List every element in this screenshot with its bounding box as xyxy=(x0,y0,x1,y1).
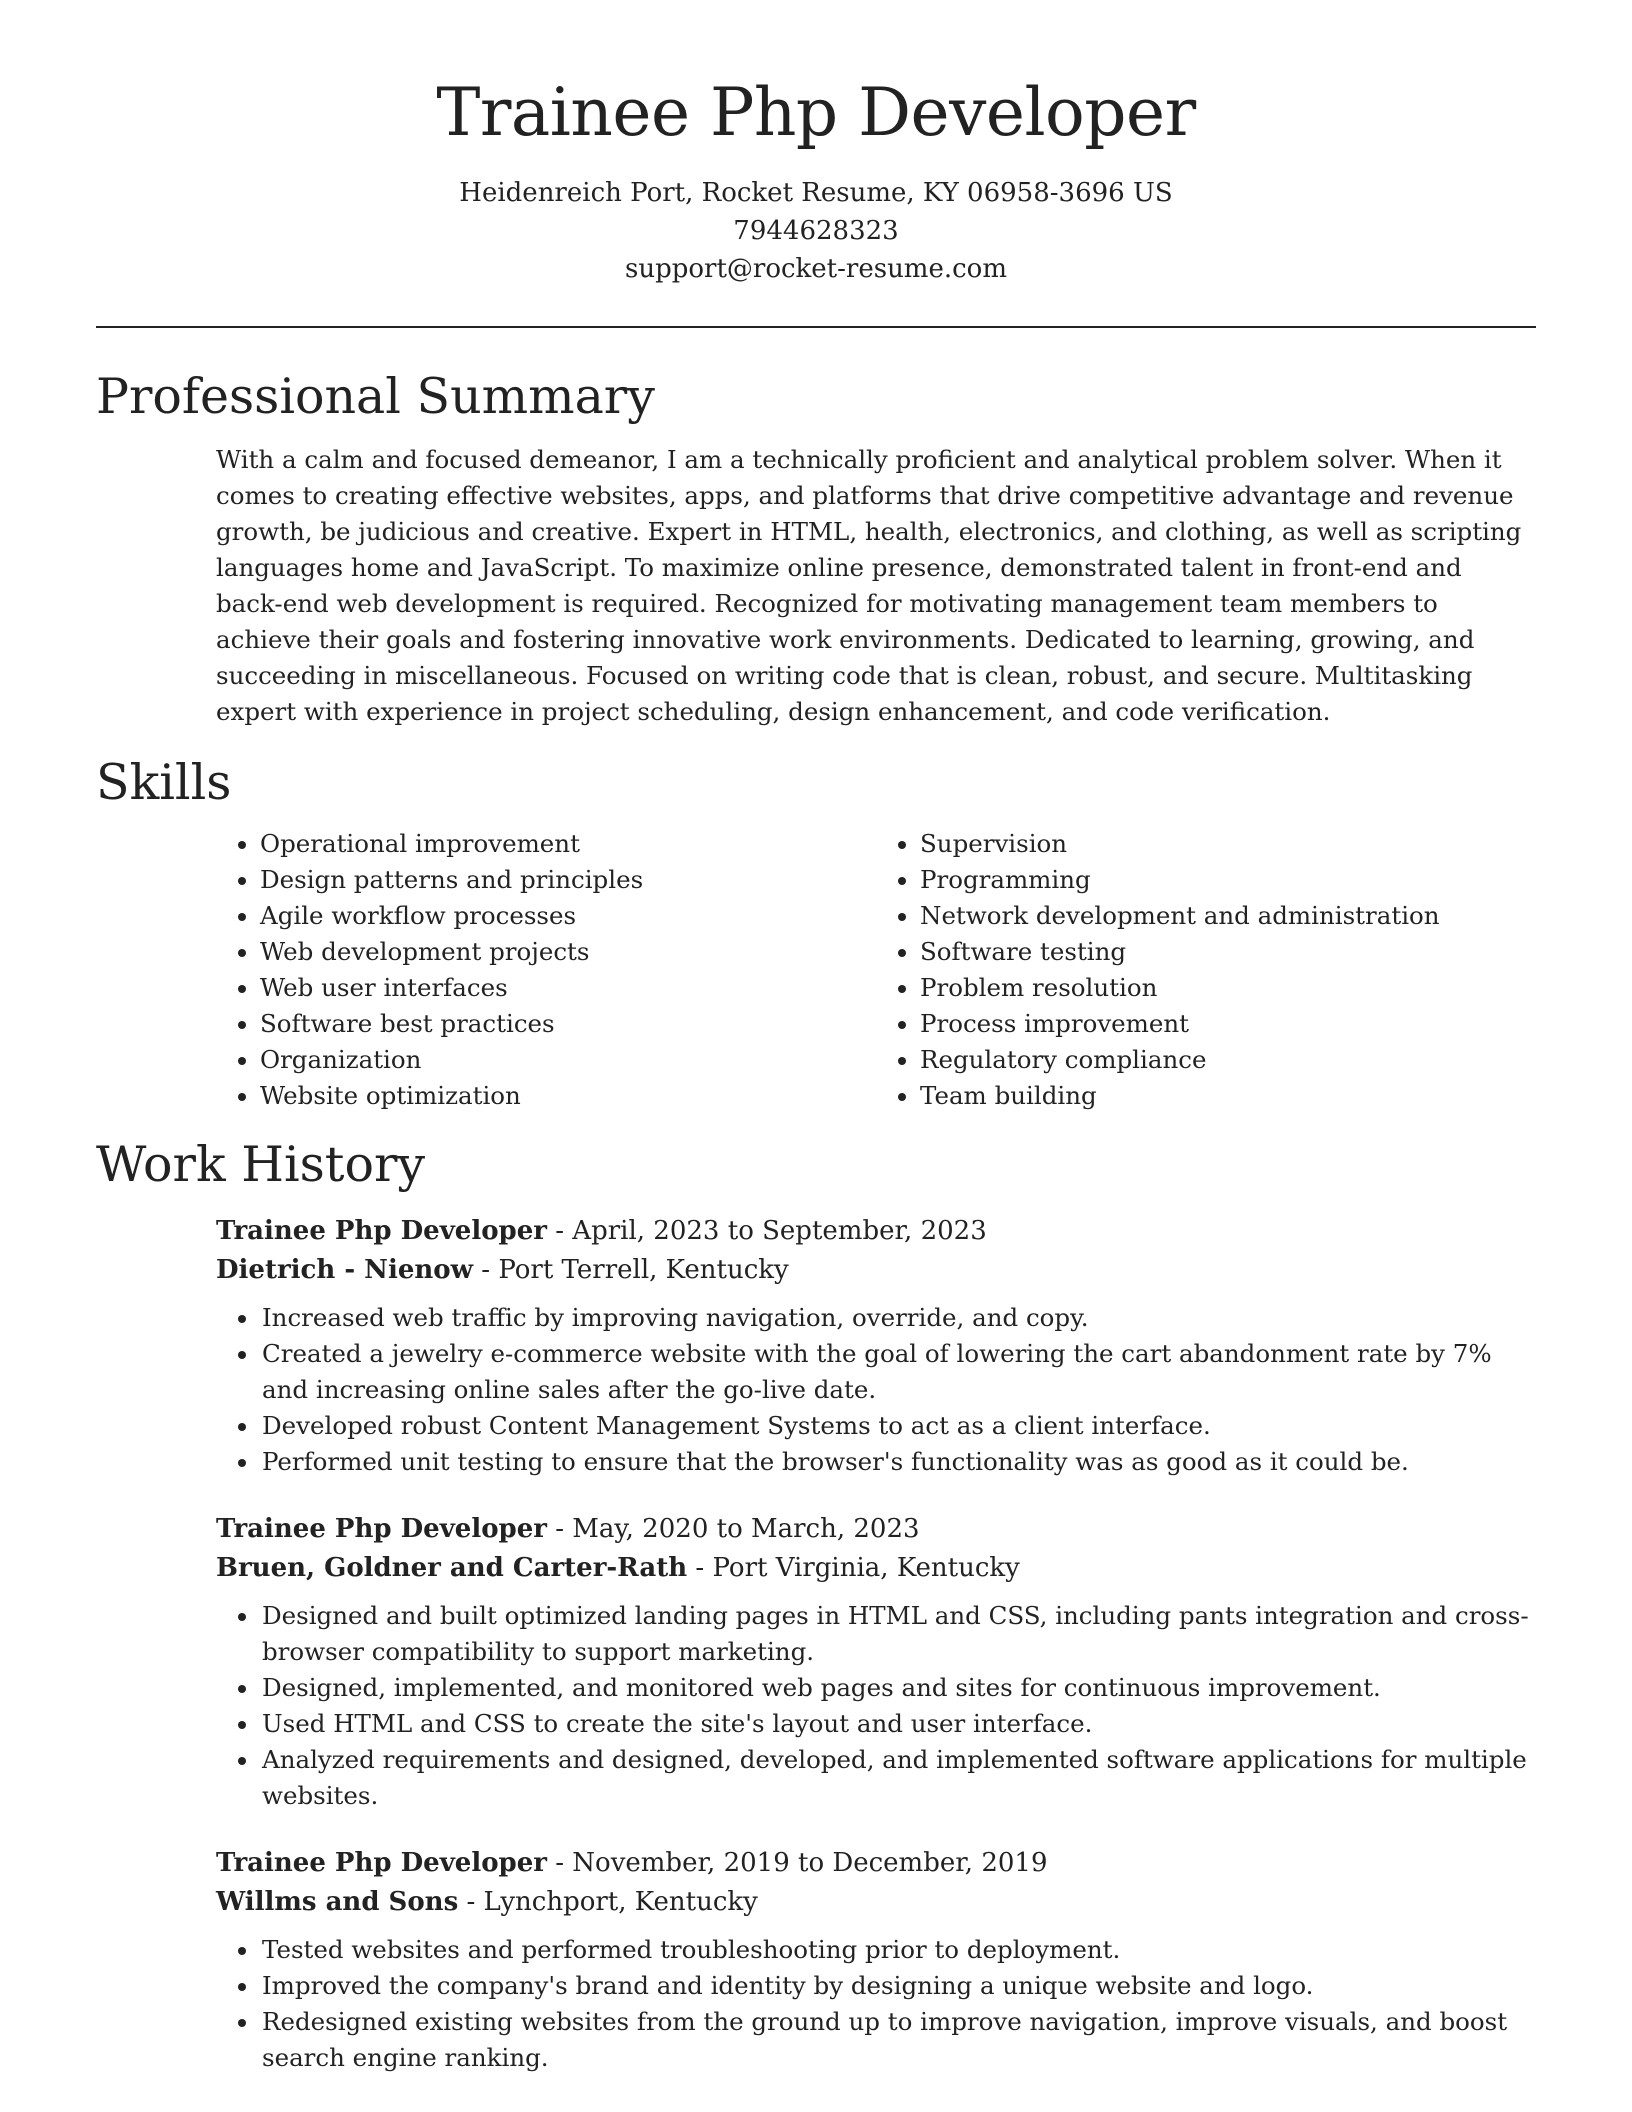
contact-info xyxy=(0,174,1632,288)
summary-text: With a calm and focused demeanor, I am a technically proficient and analytical problem solver. When it comes to creating effective websites, apps, and platforms that drive competitive advantage and revenue growth, be judicious and creative. Expert in HTML, health, electronics, and clothing, as well as scripting languages home and JavaScript. To maximize online presence, demonstrated talent in front-end and back-end web development is required. Recognized for motivating management team members to achieve their goals and fostering innovative work environments. Dedicated to learning, growing, and succeeding in miscellaneous. Focused on writing code that is clean, robust, and secure. Multitasking expert with experience in project scheduling, design enhancement, and code verification. xyxy=(216,444,1522,726)
job-bullet: • Developed robust Content Management Systems to act as a client interface. xyxy=(260,1408,1536,1444)
job-title-line xyxy=(216,1844,1536,1883)
job-bullets xyxy=(216,1932,1536,2076)
skill-item: • Programming xyxy=(920,862,1536,898)
summary-heading: Professional Summary xyxy=(96,368,655,425)
header-divider xyxy=(96,326,1536,328)
skill-item: • Software testing xyxy=(920,934,1536,970)
job-company: Bruen, Goldner and Carter-Rath xyxy=(216,1552,688,1583)
job-bullet: • Increased web traffic by improving navigation, override, and copy. xyxy=(260,1300,1536,1336)
job-bullet: • Designed, implemented, and monitored web pages and sites for continuous improvement. xyxy=(260,1670,1536,1706)
job-dates: - April, 2023 to September, 2023 xyxy=(546,1215,987,1246)
skill-item: • Regulatory compliance xyxy=(920,1042,1536,1078)
job-bullet: • Analyzed requirements and designed, developed, and implemented software applications for multiple websites. xyxy=(260,1742,1536,1814)
skills-columns xyxy=(216,826,1536,1114)
summary-section xyxy=(0,370,1632,730)
work-history-heading: Work History xyxy=(96,1135,426,1193)
job-company: Willms and Sons xyxy=(216,1886,459,1917)
skills-list-left xyxy=(216,826,876,1114)
job-employer-line xyxy=(216,1883,1536,1922)
job-dates: - November, 2019 to December, 2019 xyxy=(546,1847,1048,1878)
skills-heading: Skills xyxy=(96,753,232,811)
job-title-line xyxy=(216,1212,1536,1251)
contact-email: support@rocket-resume.com xyxy=(624,254,1007,284)
job-role: Trainee Php Developer xyxy=(216,1513,547,1544)
job-entry xyxy=(216,1510,1536,1814)
skill-item: • Operational improvement xyxy=(260,826,876,862)
skills-section xyxy=(0,753,1632,1114)
job-role: Trainee Php Developer xyxy=(216,1215,547,1246)
skill-item: • Design patterns and principles xyxy=(260,862,876,898)
work-history-section xyxy=(0,1135,1632,2076)
skills-list-right xyxy=(876,826,1536,1114)
skill-item: • Agile workflow processes xyxy=(260,898,876,934)
job-location: - Port Virginia, Kentucky xyxy=(687,1552,1020,1583)
job-bullet: • Improved the company's brand and identity by designing a unique website and logo. xyxy=(260,1968,1536,2004)
job-bullet: • Redesigned existing websites from the ground up to improve navigation, improve visuals, and boost search engine ranking. xyxy=(260,2004,1536,2076)
job-bullet: • Designed and built optimized landing pages in HTML and CSS, including pants integration and cross-browser compatibility to support marketing. xyxy=(260,1598,1536,1670)
contact-phone: 7944628323 xyxy=(733,216,899,246)
job-entry xyxy=(216,1844,1536,2076)
job-bullet: • Tested websites and performed troubleshooting prior to deployment. xyxy=(260,1932,1536,1968)
job-bullet: • Performed unit testing to ensure that the browser's functionality was as good as it could be. xyxy=(260,1444,1536,1480)
skill-item: • Team building xyxy=(920,1078,1536,1114)
skill-item: • Software best practices xyxy=(260,1006,876,1042)
job-bullets xyxy=(216,1598,1536,1814)
job-dates: - May, 2020 to March, 2023 xyxy=(546,1513,920,1544)
job-employer-line xyxy=(216,1251,1536,1290)
skill-item: • Web development projects xyxy=(260,934,876,970)
candidate-name: Trainee Php Developer xyxy=(436,74,1196,151)
job-bullets xyxy=(216,1300,1536,1480)
job-employer-line xyxy=(216,1549,1536,1588)
job-location: - Port Terrell, Kentucky xyxy=(473,1254,789,1285)
contact-address: Heidenreich Port, Rocket Resume, KY 06958-3696 US xyxy=(459,178,1173,208)
skill-item: • Supervision xyxy=(920,826,1536,862)
job-bullet: • Used HTML and CSS to create the site's layout and user interface. xyxy=(260,1706,1536,1742)
resume-header xyxy=(0,0,1632,288)
job-role: Trainee Php Developer xyxy=(216,1847,547,1878)
job-location: - Lynchport, Kentucky xyxy=(458,1886,758,1917)
skill-item: • Web user interfaces xyxy=(260,970,876,1006)
skill-item: • Problem resolution xyxy=(920,970,1536,1006)
skill-item: • Website optimization xyxy=(260,1078,876,1114)
skill-item: • Process improvement xyxy=(920,1006,1536,1042)
skill-item: • Network development and administration xyxy=(920,898,1536,934)
job-title-line xyxy=(216,1510,1536,1549)
skill-item: • Organization xyxy=(260,1042,876,1078)
job-entry xyxy=(216,1212,1536,1480)
job-company: Dietrich - Nienow xyxy=(216,1254,473,1285)
job-bullet: • Created a jewelry e-commerce website with the goal of lowering the cart abandonment rate by 7% and increasing online sales after the go-live date. xyxy=(260,1336,1536,1408)
